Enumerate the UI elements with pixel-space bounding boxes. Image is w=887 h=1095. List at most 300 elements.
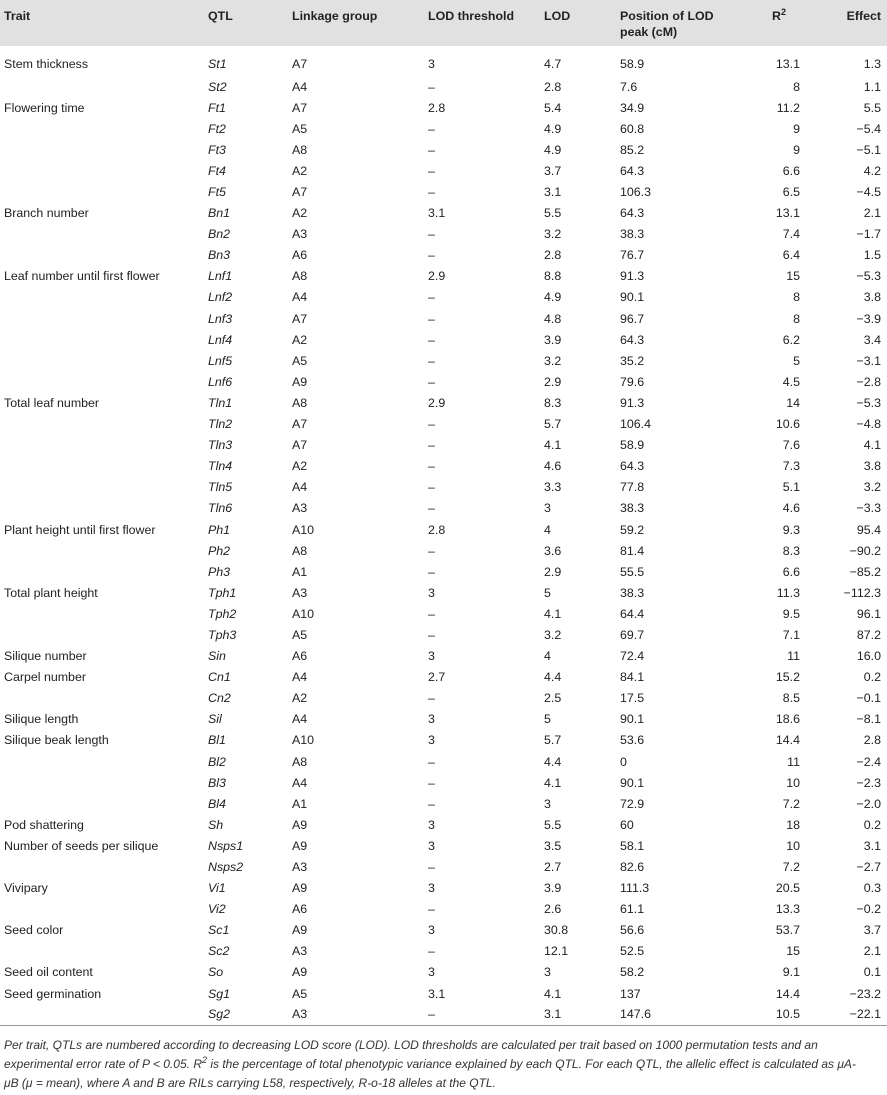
cell-trait: Branch number (4, 206, 89, 221)
cell-lod-threshold: 3 (428, 923, 435, 938)
cell-effect: 2.8 (863, 733, 881, 748)
cell-lod-threshold: – (428, 627, 435, 642)
cell-r2: 14 (786, 395, 800, 410)
cell-qtl: Tln3 (208, 438, 233, 453)
cell-r2: 20.5 (775, 881, 800, 896)
cell-effect: −3.9 (856, 311, 881, 326)
cell-lod-threshold: – (428, 606, 435, 621)
cell-position: 60.8 (620, 121, 645, 136)
cell-lod-threshold: 2.8 (428, 100, 446, 115)
cell-linkage-group: A7 (292, 57, 308, 71)
cell-lod-threshold: 3.1 (428, 986, 446, 1001)
cell-r2: 6.6 (782, 163, 800, 178)
cell-lod-threshold: – (428, 944, 435, 959)
cell-position: 7.6 (620, 79, 638, 94)
cell-qtl: Sin (208, 649, 226, 664)
cell-lod-threshold: – (428, 248, 435, 263)
table-row (0, 772, 887, 793)
cell-qtl: Bl4 (208, 796, 226, 811)
cell-trait (0, 540, 204, 561)
table-row (0, 814, 887, 835)
cell-qtl: Tln2 (208, 417, 233, 432)
cell-r2: 11.3 (776, 585, 800, 600)
cell-trait (0, 118, 204, 139)
cell-qtl: Ft5 (208, 185, 226, 200)
footnote-text-1: Per trait, QTLs are numbered according to decreasing LOD score (LOD). LOD thresholds are calculated per trait based on 1000 permutation tests and an experimental error rate of P < 0.05. R (4, 1037, 818, 1071)
cell-lod: 2.5 (544, 691, 562, 706)
header-row (0, 0, 887, 46)
cell-r2: 9 (793, 142, 800, 157)
table-row (0, 582, 887, 603)
cell-lod-threshold: – (428, 353, 435, 368)
cell-qtl: Lnf2 (208, 290, 233, 305)
cell-effect: 2.1 (863, 944, 881, 959)
cell-lod: 3.2 (544, 227, 562, 242)
cell-r2: 6.2 (782, 332, 800, 347)
table-row (0, 308, 887, 329)
cell-linkage-group: A2 (292, 691, 308, 706)
cell-lod-threshold: – (428, 142, 435, 157)
table-footnote (0, 1026, 875, 1093)
cell-lod: 3.1 (544, 185, 562, 200)
cell-linkage-group: A9 (292, 965, 308, 980)
cell-trait: Silique number (4, 649, 87, 664)
cell-lod: 3.9 (544, 332, 562, 347)
table-row (0, 266, 887, 287)
cell-trait: Plant height until first flower (4, 522, 156, 537)
cell-r2: 6.6 (782, 564, 800, 579)
cell-effect: 0.1 (863, 965, 881, 980)
cell-linkage-group: A4 (292, 480, 308, 495)
cell-trait (0, 899, 204, 920)
cell-position: 77.8 (620, 480, 645, 495)
cell-effect: −5.4 (856, 121, 881, 136)
cell-effect: 2.1 (863, 206, 881, 221)
cell-position: 85.2 (620, 142, 645, 157)
header-position: Position of LOD peak (cM) (612, 0, 744, 46)
table-row (0, 245, 887, 266)
table-row (0, 224, 887, 245)
cell-position: 64.4 (620, 606, 645, 621)
cell-effect: −3.3 (856, 501, 881, 516)
cell-qtl: Lnf6 (208, 374, 233, 389)
table-row (0, 540, 887, 561)
table-row (0, 793, 887, 814)
table-row (0, 624, 887, 645)
cell-lod: 3 (544, 965, 551, 980)
cell-effect: −23.2 (849, 986, 881, 1001)
cell-position: 91.3 (620, 269, 645, 284)
cell-r2: 6.4 (782, 248, 800, 263)
cell-linkage-group: A8 (292, 754, 308, 769)
cell-position: 52.5 (620, 944, 645, 959)
table-row (0, 856, 887, 877)
cell-effect: 3.7 (863, 923, 881, 938)
cell-linkage-group: A5 (292, 986, 308, 1001)
cell-lod: 2.7 (544, 860, 562, 875)
cell-linkage-group: A4 (292, 712, 308, 727)
cell-position: 90.1 (620, 290, 645, 305)
cell-linkage-group: A5 (292, 627, 308, 642)
cell-qtl: Ph3 (208, 564, 231, 579)
cell-linkage-group: A7 (292, 438, 308, 453)
cell-r2: 14.4 (775, 733, 800, 748)
cell-lod-threshold: – (428, 691, 435, 706)
cell-qtl: Bn1 (208, 206, 231, 221)
cell-r2: 4.6 (782, 501, 800, 516)
cell-effect: −3.1 (856, 353, 881, 368)
cell-lod: 3 (544, 501, 551, 516)
cell-position: 84.1 (620, 670, 645, 685)
cell-effect: 16.0 (856, 649, 881, 664)
cell-trait: Seed germination (4, 986, 102, 1001)
cell-linkage-group: A1 (292, 796, 308, 811)
cell-r2: 10 (786, 775, 800, 790)
cell-r2: 10.6 (775, 417, 800, 432)
cell-r2: 9.5 (782, 606, 800, 621)
cell-position: 147.6 (612, 1004, 744, 1025)
cell-trait: Seed color (4, 923, 64, 938)
cell-linkage-group: A2 (292, 332, 308, 347)
cell-position: 90.1 (620, 712, 645, 727)
cell-effect: 3.2 (863, 480, 881, 495)
cell-position: 58.2 (620, 965, 645, 980)
cell-trait (0, 793, 204, 814)
cell-lod-threshold: 3 (428, 733, 435, 748)
cell-effect: −112.3 (843, 585, 881, 600)
cell-lod: 2.9 (544, 374, 562, 389)
cell-trait (0, 856, 204, 877)
cell-qtl: Sg1 (208, 986, 231, 1001)
table-row (0, 160, 887, 181)
cell-lod: 2.8 (544, 248, 562, 263)
cell-linkage-group: A10 (292, 606, 315, 621)
table-body (0, 46, 887, 1025)
cell-trait (0, 435, 204, 456)
cell-effect: 1.5 (863, 248, 881, 263)
cell-position: 90.1 (620, 775, 645, 790)
cell-position: 53.6 (620, 733, 645, 748)
cell-trait: Flowering time (4, 100, 85, 115)
cell-lod: 8.8 (544, 269, 562, 284)
cell-trait (0, 308, 204, 329)
cell-lod: 30.8 (544, 923, 569, 938)
cell-effect: 1.1 (863, 79, 881, 94)
cell-position: 64.3 (620, 163, 645, 178)
cell-trait (0, 688, 204, 709)
header-r2-base: R (772, 9, 781, 23)
cell-lod-threshold: – (428, 163, 435, 178)
cell-lod: 4.9 (544, 142, 562, 157)
cell-trait (0, 139, 204, 160)
header-lod-threshold: LOD threshold (424, 0, 540, 46)
cell-r2: 15 (786, 269, 800, 284)
cell-position: 81.4 (620, 543, 645, 558)
cell-qtl: Sc1 (208, 923, 230, 938)
cell-r2: 10.5 (744, 1004, 814, 1025)
table-row (0, 561, 887, 582)
table-row (0, 899, 887, 920)
cell-lod: 4.6 (544, 459, 562, 474)
cell-trait (0, 160, 204, 181)
cell-lod: 5.5 (544, 206, 562, 221)
cell-linkage-group: A9 (292, 923, 308, 938)
cell-linkage-group: A6 (292, 649, 308, 664)
cell-lod-threshold: – (428, 79, 435, 94)
cell-trait (0, 76, 204, 97)
cell-linkage-group: A10 (292, 522, 315, 537)
cell-effect: −5.3 (856, 269, 881, 284)
cell-lod-threshold: 2.7 (428, 670, 446, 685)
cell-trait: Carpel number (4, 670, 86, 685)
cell-qtl: Lnf4 (208, 332, 233, 347)
cell-linkage-group: A8 (292, 395, 308, 410)
cell-qtl: Tph2 (208, 606, 237, 621)
cell-qtl: Bn3 (208, 248, 231, 263)
cell-trait (0, 477, 204, 498)
cell-lod-threshold: – (428, 564, 435, 579)
cell-qtl: Bl3 (208, 775, 226, 790)
cell-r2: 7.2 (782, 860, 800, 875)
cell-r2: 4.5 (782, 374, 800, 389)
header-r2-sup: 2 (780, 6, 786, 17)
cell-effect: −2.8 (856, 374, 881, 389)
table-row (0, 203, 887, 224)
cell-linkage-group: A5 (292, 353, 308, 368)
cell-trait (0, 498, 204, 519)
cell-position: 106.4 (620, 417, 652, 432)
cell-position: 34.9 (620, 100, 645, 115)
cell-r2: 10 (786, 838, 800, 853)
cell-lod-threshold: – (428, 754, 435, 769)
cell-r2: 9.1 (782, 965, 800, 980)
cell-lod: 3.2 (544, 627, 562, 642)
table-row (0, 920, 887, 941)
cell-effect: 87.2 (856, 627, 881, 642)
cell-effect: 4.1 (863, 438, 881, 453)
cell-position: 64.3 (620, 332, 645, 347)
cell-lod: 4.4 (544, 754, 562, 769)
cell-qtl: Cn2 (208, 691, 231, 706)
cell-qtl: Lnf1 (208, 269, 233, 284)
cell-lod: 3.7 (544, 163, 562, 178)
cell-lod: 2.8 (544, 79, 562, 94)
cell-trait (0, 245, 204, 266)
cell-lod: 5.7 (544, 417, 562, 432)
cell-lod-threshold: – (428, 290, 435, 305)
cell-position: 82.6 (620, 860, 645, 875)
cell-lod: 4.4 (544, 670, 562, 685)
cell-lod-threshold: – (428, 501, 435, 516)
cell-lod: 4.9 (544, 290, 562, 305)
cell-lod: 4.1 (544, 606, 562, 621)
cell-position: 56.6 (620, 923, 645, 938)
cell-qtl: So (208, 965, 224, 980)
cell-effect: −4.5 (856, 185, 881, 200)
cell-linkage-group: A4 (292, 670, 308, 685)
cell-lod-threshold: – (428, 543, 435, 558)
cell-effect: −5.1 (856, 142, 881, 157)
table-row (0, 477, 887, 498)
cell-lod: 8.3 (544, 395, 562, 410)
cell-lod-threshold: 3.1 (428, 206, 446, 221)
cell-r2: 6.5 (782, 185, 800, 200)
cell-trait: Seed oil content (4, 965, 93, 980)
cell-r2: 8 (793, 290, 800, 305)
cell-r2: 9.3 (782, 522, 800, 537)
cell-r2: 8.3 (782, 543, 800, 558)
cell-effect: −0.2 (856, 902, 881, 917)
cell-lod: 3.6 (544, 543, 562, 558)
cell-lod-threshold: – (428, 775, 435, 790)
cell-lod: 5.7 (544, 733, 562, 748)
cell-lod-threshold: 3 (428, 585, 435, 600)
cell-qtl: Ft4 (208, 163, 226, 178)
cell-position: 55.5 (620, 564, 645, 579)
cell-position: 58.1 (620, 838, 645, 853)
cell-effect: −22.1 (814, 1004, 887, 1025)
cell-effect: −2.3 (856, 775, 881, 790)
cell-qtl: Cn1 (208, 670, 231, 685)
cell-lod: 3.5 (544, 838, 562, 853)
cell-lod: 3.2 (544, 353, 562, 368)
cell-lod-threshold: 3 (428, 712, 435, 727)
cell-lod-threshold: – (428, 374, 435, 389)
cell-qtl: Nsps1 (208, 838, 244, 853)
cell-position: 64.3 (620, 459, 645, 474)
cell-linkage-group: A7 (292, 311, 308, 326)
cell-linkage-group: A5 (292, 121, 308, 136)
cell-qtl: Tph1 (208, 585, 237, 600)
cell-effect: −2.4 (856, 754, 881, 769)
cell-position: 91.3 (620, 395, 645, 410)
cell-position: 59.2 (620, 522, 645, 537)
cell-position: 38.3 (620, 227, 645, 242)
cell-trait: Pod shattering (4, 817, 84, 832)
cell-lod: 12.1 (544, 944, 569, 959)
header-lod: LOD (540, 0, 612, 46)
cell-lod: 3 (544, 796, 551, 811)
cell-qtl: Bl2 (208, 754, 226, 769)
cell-effect: 1.3 (863, 57, 881, 71)
cell-effect: −1.7 (856, 227, 881, 242)
cell-lod-threshold: – (428, 121, 435, 136)
cell-lod: 4 (544, 649, 551, 664)
cell-effect: 96.1 (856, 606, 881, 621)
cell-lod-threshold: – (428, 332, 435, 347)
cell-qtl: Sc2 (208, 944, 230, 959)
cell-trait (0, 414, 204, 435)
cell-lod: 2.6 (544, 902, 562, 917)
table-row (0, 878, 887, 899)
cell-effect: −4.8 (856, 417, 881, 432)
table-row (0, 751, 887, 772)
table-row (0, 181, 887, 202)
cell-linkage-group: A3 (288, 1004, 424, 1025)
header-qtl: QTL (204, 0, 288, 46)
cell-lod-threshold: 3 (428, 838, 435, 853)
cell-linkage-group: A3 (292, 860, 308, 875)
cell-r2: 13.1 (775, 57, 800, 71)
cell-lod: 2.9 (544, 564, 562, 579)
cell-qtl: Lnf5 (208, 353, 233, 368)
cell-lod-threshold: 2.9 (428, 269, 446, 284)
cell-lod-threshold: – (428, 902, 435, 917)
table-row (0, 835, 887, 856)
cell-effect: −5.3 (856, 395, 881, 410)
cell-lod-threshold: 3 (428, 817, 435, 832)
cell-position: 61.1 (620, 902, 645, 917)
cell-lod: 4.1 (544, 986, 562, 1001)
cell-lod-threshold: 3 (428, 965, 435, 980)
cell-qtl: Vi2 (208, 902, 226, 917)
cell-lod-threshold: 2.9 (428, 395, 446, 410)
cell-trait (0, 772, 204, 793)
cell-trait (0, 751, 204, 772)
cell-lod: 3.1 (540, 1004, 612, 1025)
cell-lod-threshold: – (424, 1004, 540, 1025)
cell-effect: −90.2 (849, 543, 881, 558)
cell-lod: 5.4 (544, 100, 562, 115)
cell-r2: 13.3 (775, 902, 800, 917)
table-row (0, 456, 887, 477)
cell-position: 72.4 (620, 649, 645, 664)
table-row (0, 371, 887, 392)
cell-trait (0, 456, 204, 477)
cell-lod-threshold: – (428, 438, 435, 453)
cell-position: 58.9 (620, 438, 645, 453)
cell-lod-threshold: – (428, 459, 435, 474)
cell-trait (0, 181, 204, 202)
cell-qtl: Lnf3 (208, 311, 233, 326)
cell-trait: Leaf number until first flower (4, 269, 160, 284)
table-row (0, 414, 887, 435)
cell-r2: 11 (787, 649, 800, 664)
cell-linkage-group: A9 (292, 374, 308, 389)
cell-trait (0, 224, 204, 245)
cell-position: 60 (620, 817, 634, 832)
cell-lod: 5 (544, 712, 551, 727)
cell-r2: 9 (793, 121, 800, 136)
cell-position: 79.6 (620, 374, 645, 389)
cell-trait (0, 287, 204, 308)
cell-lod: 5.5 (544, 817, 562, 832)
cell-effect: −0.1 (856, 691, 881, 706)
cell-r2: 7.4 (782, 227, 800, 242)
cell-position: 17.5 (620, 691, 645, 706)
table-row (0, 392, 887, 413)
cell-r2: 5 (793, 353, 800, 368)
cell-qtl: Ft2 (208, 121, 226, 136)
cell-linkage-group: A9 (292, 817, 308, 832)
cell-linkage-group: A7 (292, 185, 308, 200)
cell-trait (0, 350, 204, 371)
cell-lod: 3.9 (544, 881, 562, 896)
cell-linkage-group: A3 (292, 585, 308, 600)
cell-lod: 4.1 (544, 775, 562, 790)
cell-position: 72.9 (620, 796, 645, 811)
table-row (0, 350, 887, 371)
cell-effect: 3.4 (863, 332, 881, 347)
cell-qtl: Ph1 (208, 522, 231, 537)
cell-trait (0, 561, 204, 582)
cell-r2: 15.2 (775, 670, 800, 685)
cell-lod-threshold: – (428, 796, 435, 811)
cell-linkage-group: A7 (292, 100, 308, 115)
cell-r2: 7.6 (782, 438, 800, 453)
cell-effect: 95.4 (856, 522, 881, 537)
cell-trait (0, 1004, 204, 1025)
